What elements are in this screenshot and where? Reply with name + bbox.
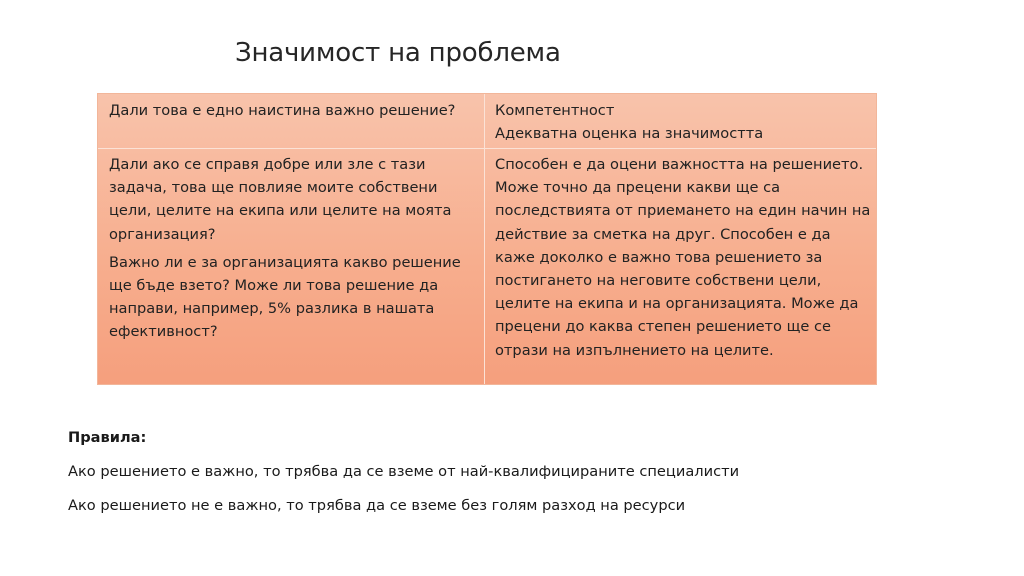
table-body-row <box>98 149 876 384</box>
header-competence-subtitle: Адекватна оценка на значимостта <box>495 125 764 143</box>
body-question-paragraph-1: Дали ако се справя добре или зле с тази задача, това ще повлияе моите собствени цели, целите на екипа или целите на моята организация? <box>109 156 452 243</box>
significance-table <box>97 93 877 385</box>
rules-heading: Правила: <box>68 429 147 446</box>
body-description-paragraph: Способен е да оцени важността на решението. Може точно да прецени какви ще са последствията от приемането на един начин на действие за сметка на друг. Способен е да каже доколко е важно това решението за постигането на неговите собствени цели, целите на екипа и на организацията. Може да прецени до каква степен решението ще се отрази на изпълнението на целите. <box>495 156 871 359</box>
body-question-paragraph-2: Важно ли е за организацията какво решение ще бъде взето? Може ли това решение да направи, например, 5% разлика в нашата ефективност? <box>109 253 461 341</box>
rule-item: Ако решението не е важно, то трябва да се вземе без голям разход на ресурси <box>68 497 686 514</box>
header-cell-question <box>109 99 479 122</box>
header-question-text: Дали това е едно наистина важно решение? <box>109 102 456 119</box>
slide-title: Значимост на проблема <box>235 38 561 68</box>
table-header-row <box>98 94 876 149</box>
body-cell-questions <box>109 153 479 344</box>
rule-item: Ако решението е важно, то трябва да се вземе от най-квалифицираните специалисти <box>68 463 740 480</box>
header-competence-title: Компетентност <box>495 102 615 119</box>
body-cell-description <box>495 153 873 362</box>
header-cell-competence <box>495 99 873 145</box>
